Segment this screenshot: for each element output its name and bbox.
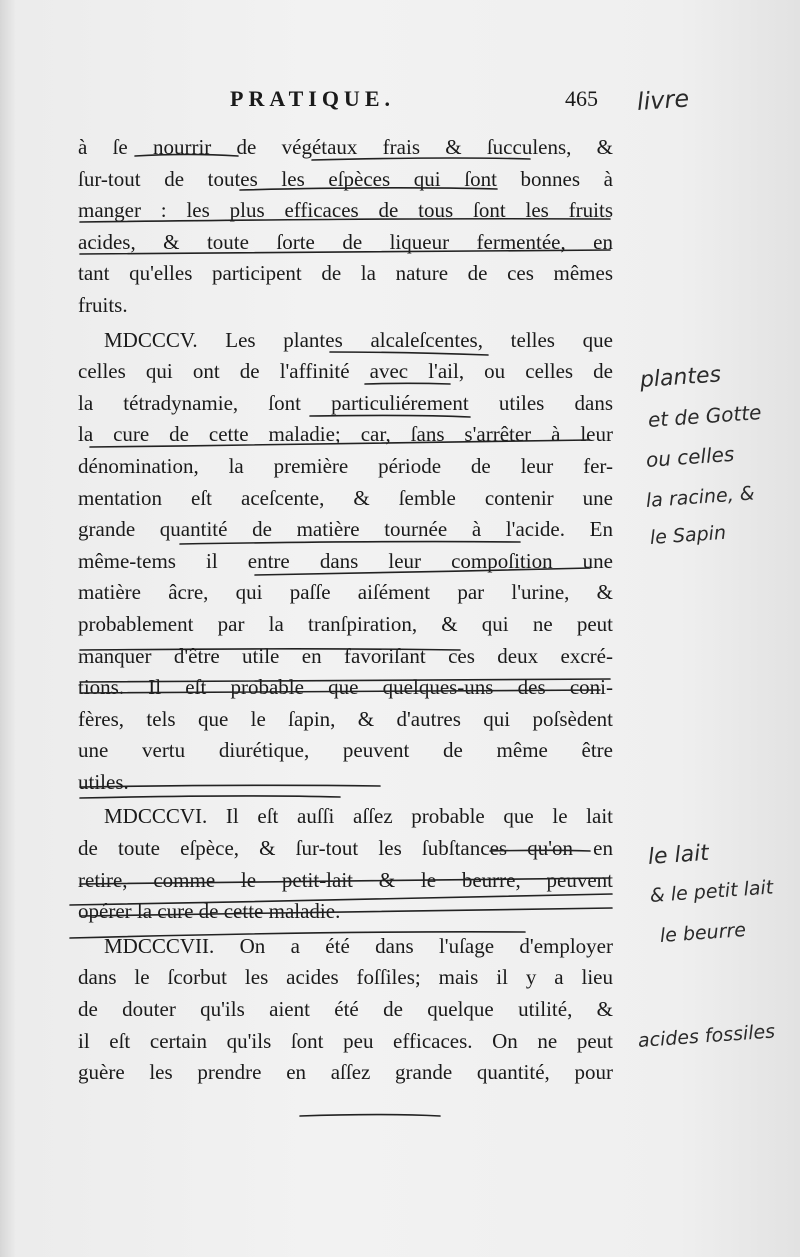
text-line: matière âcre, qui paſſe aiſément par l'urine, &	[78, 580, 613, 605]
text-line: la cure de cette maladie; car, ſans s'arrêter à leur	[78, 422, 613, 447]
running-title: PRATIQUE.	[230, 86, 395, 111]
text-line: opérer la cure de cette maladie.	[78, 899, 341, 924]
text-line: celles qui ont de l'affinité avec l'ail, ou celles de	[78, 359, 613, 384]
body-text	[78, 132, 613, 1089]
text-line: ſur-tout de toutes les eſpèces qui ſont bonnes à	[78, 166, 613, 191]
page-number: 465	[565, 86, 598, 111]
text-line: même-tems il entre dans leur compoſition une	[78, 548, 613, 573]
margin-note: la racine, &	[645, 482, 756, 512]
text-line: MDCCCVII. On a été dans l'uſage d'employer	[104, 933, 613, 958]
text-line: de douter qu'ils aient été de quelque utilité, &	[78, 997, 613, 1022]
text-line: grande quantité de matière tournée à l'acide. En	[78, 517, 613, 542]
margin-note: et de Gotte	[647, 400, 763, 432]
text-line: manquer d'être utile en favoriſant ces deux excré-	[78, 643, 613, 668]
margin-note: le beurre	[659, 919, 747, 947]
text-line: à ſe nourrir de végétaux frais & ſucculens, &	[78, 135, 613, 159]
text-line: une vertu diurétique, peuvent de même être	[78, 738, 613, 763]
text-line: mentation eſt aceſcente, & ſemble contenir une	[78, 485, 613, 510]
margin-note: le lait	[647, 840, 710, 870]
text-line: MDCCCV. Les plantes alcaleſcentes, telles que	[104, 327, 613, 352]
text-line: acides, & toute ſorte de liqueur fermentée, en	[78, 229, 613, 254]
text-line: fères, tels que le ſapin, & d'autres qui poſsèdent	[78, 706, 613, 731]
text-line: la tétradynamie, ſont particuliérement utiles dans	[78, 390, 613, 415]
margin-note: livre	[636, 84, 691, 116]
text-line: probablement par la tranſpiration, & qui ne peut	[78, 611, 613, 636]
text-line: manger : les plus efficaces de tous ſont les fruits	[78, 198, 613, 223]
text-line: utiles.	[78, 769, 129, 794]
text-line: de toute eſpèce, & ſur-tout les ſubſtances qu'on en	[78, 836, 613, 861]
margin-note: & le petit lait	[649, 876, 774, 907]
margin-note: plantes	[639, 362, 722, 393]
margin-note: acides fossiles	[637, 1020, 776, 1052]
text-line: retire, comme le petit-lait & le beurre, peuvent	[78, 867, 613, 892]
margin-note: ou celles	[645, 441, 736, 472]
text-line: tant qu'elles participent de la nature de ces mêmes	[78, 261, 613, 286]
text-line: il eſt certain qu'ils ſont peu efficaces. On ne peut	[78, 1028, 613, 1053]
text-line: dénomination, la première période de leur fer-	[78, 453, 613, 478]
text-line: MDCCCVI. Il eſt auſſi aſſez probable que le lait	[104, 804, 613, 829]
text-line: fruits.	[78, 292, 128, 317]
text-line: tions. Il eſt probable que quelques-uns des coni-	[78, 675, 613, 700]
text-line: guère les prendre en aſſez grande quantité, pour	[78, 1060, 613, 1085]
margin-note: le Sapin	[649, 521, 727, 549]
underline-mark	[300, 1115, 440, 1117]
text-line: dans le ſcorbut les acides foſſiles; mais il y a lieu	[78, 965, 613, 990]
